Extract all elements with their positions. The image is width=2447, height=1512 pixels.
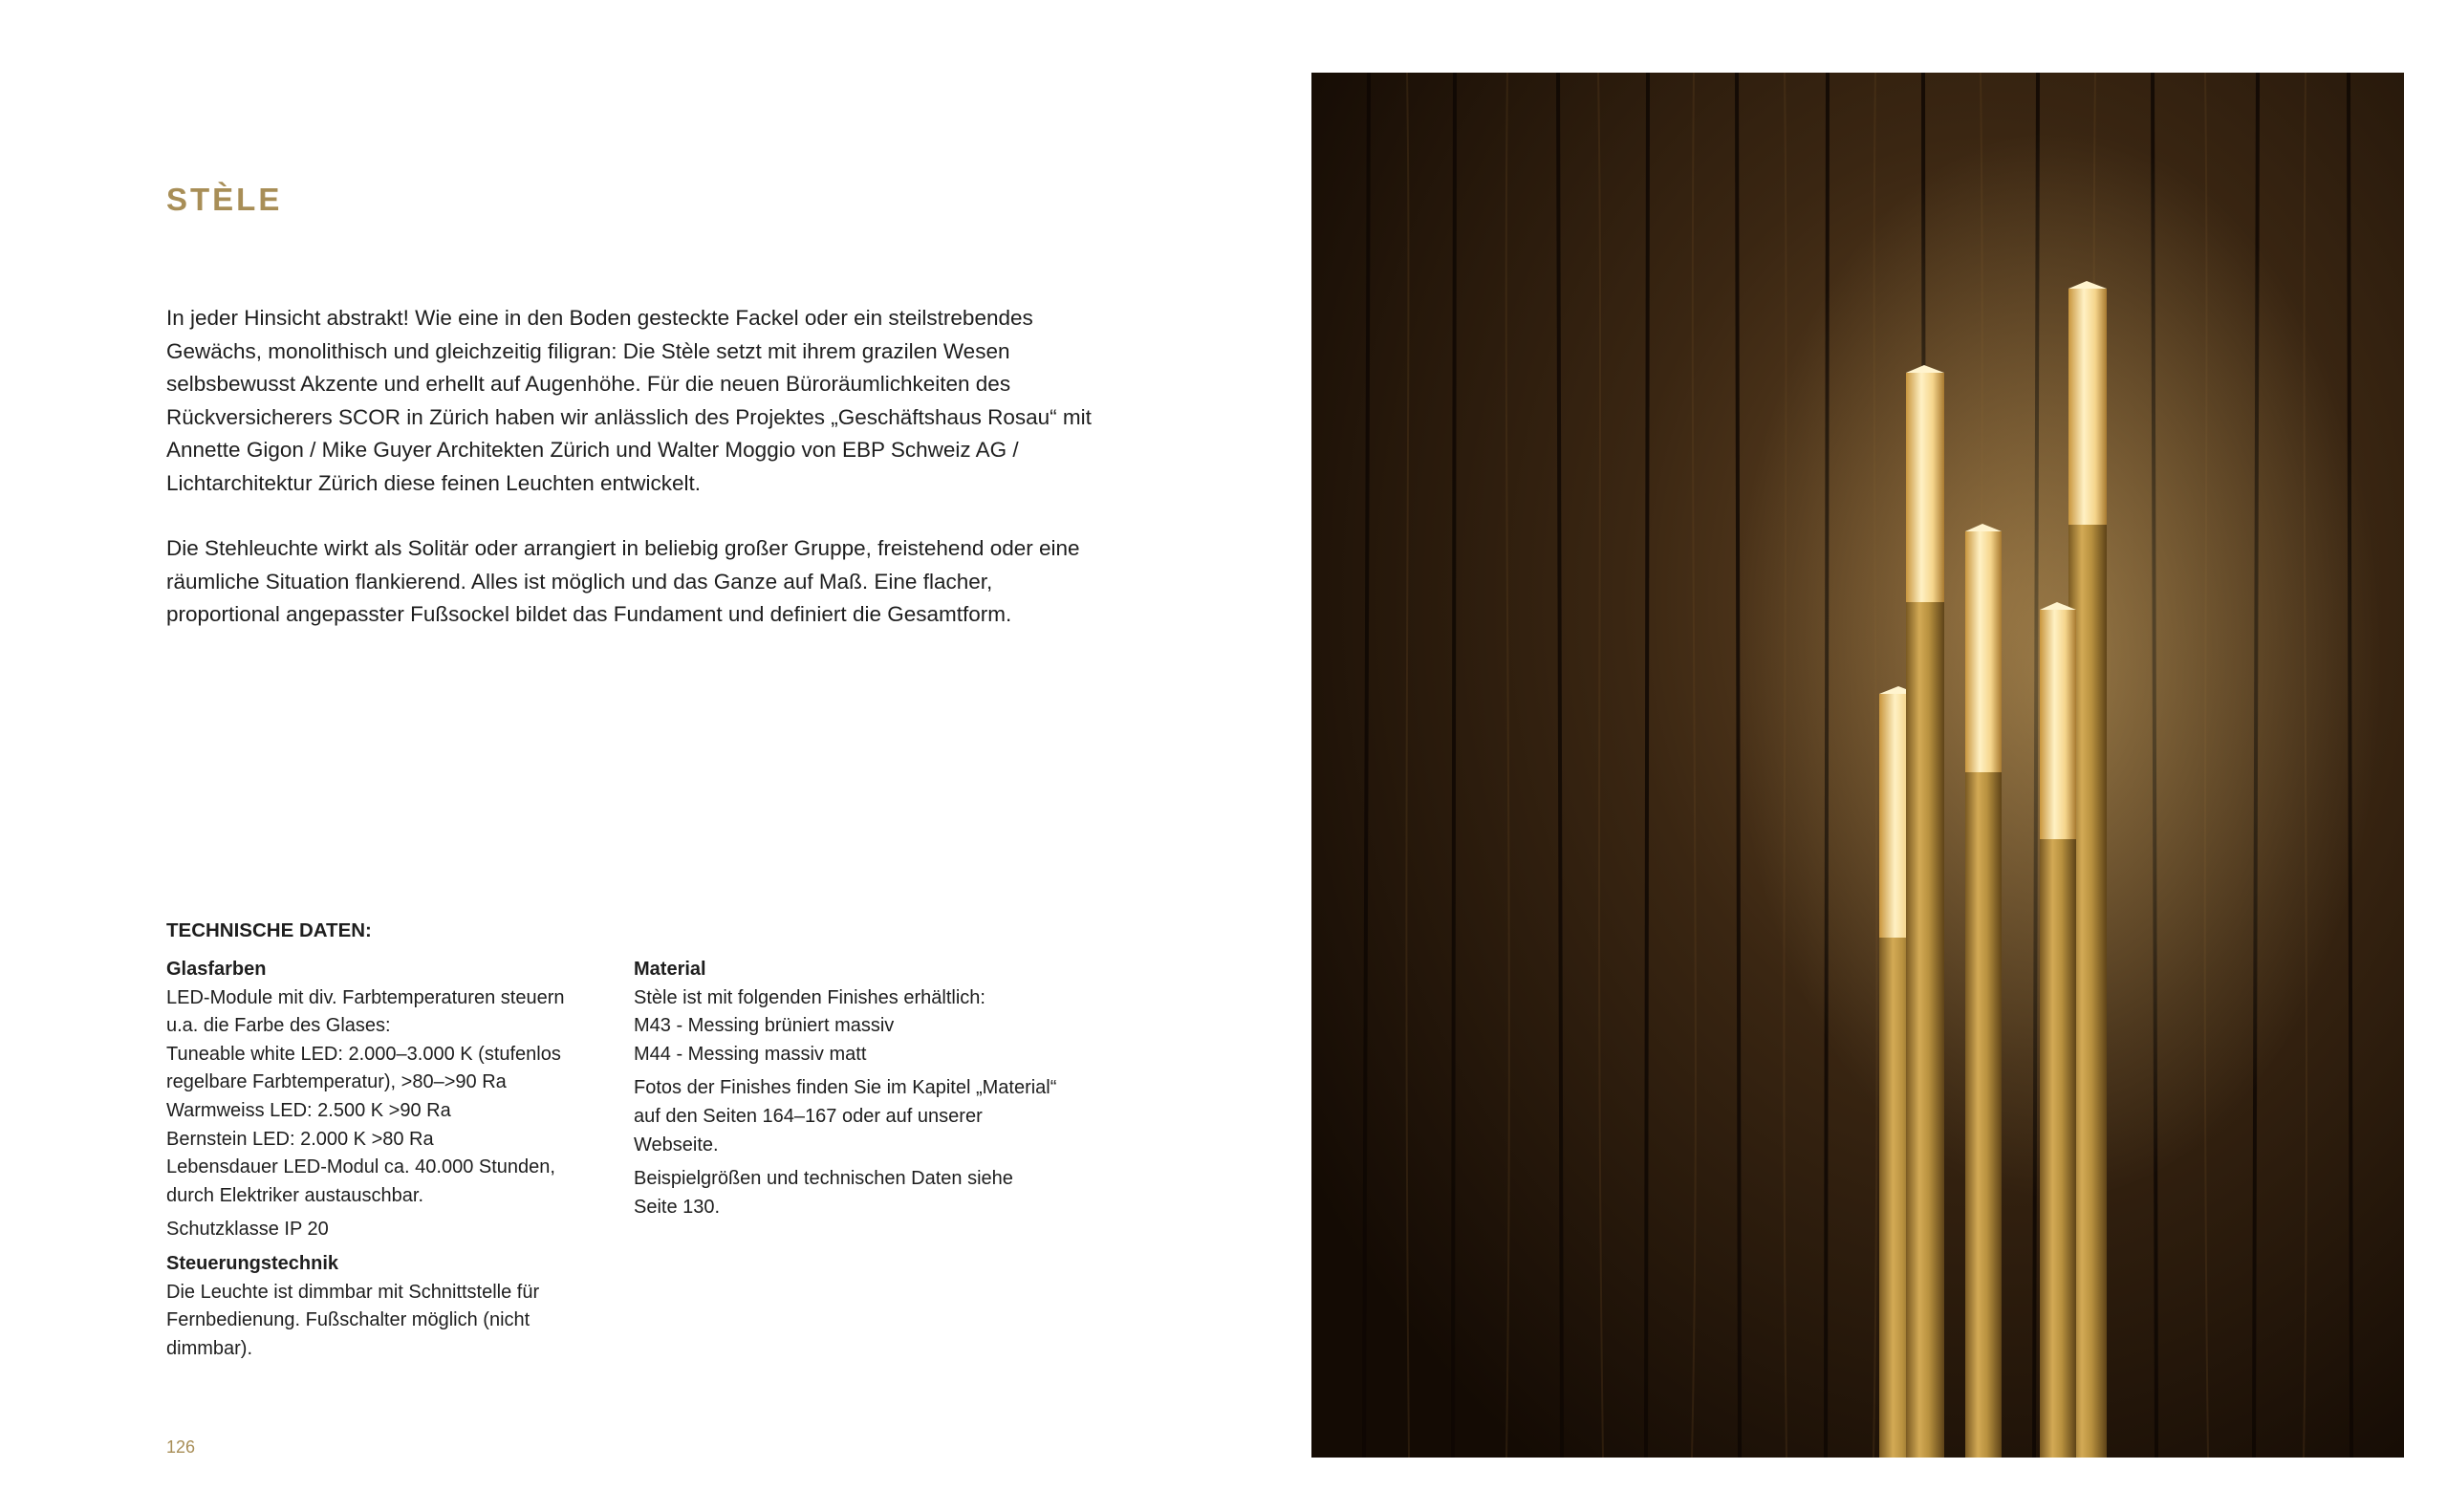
tech-column-left: [166, 956, 616, 1369]
glasfarben-line: u.a. die Farbe des Glases:: [166, 1015, 391, 1037]
steuerungstechnik-line: Fernbedienung. Fußschalter möglich (nicht: [166, 1309, 531, 1331]
material-line: M44 - Messing massiv matt: [634, 1043, 867, 1065]
intro-line: selbsbewusst Akzente und erhellt auf Augenhöhe. Für die neuen Büroräumlichkeiten des: [166, 372, 1011, 396]
intro-line: mit Annette Gigon / Mike Guyer Architekten Zürich und Walter Moggio von EBP Schweiz AG /: [166, 404, 1092, 462]
glasfarben-line: LED-Module mit div. Farbtemperaturen steuern: [166, 986, 565, 1008]
glasfarben-line: regelbare Farbtemperatur), >80–>90 Ra: [166, 1071, 507, 1093]
lamps-illustration: [1311, 73, 2404, 1458]
glasfarben-line: durch Elektriker austauschbar.: [166, 1184, 424, 1206]
schutzklasse-text: Schutzklasse IP 20: [166, 1219, 329, 1241]
intro-line: Eine flacher, proportional angepasster Fußsockel bildet das Fundament und definiert: [166, 569, 993, 626]
steuerungstechnik-title: Steuerungstechnik: [166, 1252, 339, 1274]
intro-line: In jeder Hinsicht abstrakt! Wie eine in den Boden gesteckte Fackel oder ein steilstrebendes: [166, 306, 1033, 330]
finishes-line: Fotos der Finishes finden Sie im Kapitel „Material“: [634, 1077, 1057, 1099]
steuerungstechnik-text: [166, 1279, 616, 1364]
finishes-photos-text: [634, 1074, 1093, 1159]
intro-line: Die Stehleuchte wirkt als Solitär oder arrangiert in beliebig großer Gruppe, freistehend: [166, 536, 985, 560]
intro-line: oder eine räumliche Situation flankierend. Alles ist möglich und das Ganze auf Maß.: [166, 536, 1080, 594]
page-title: STÈLE: [166, 182, 283, 217]
example-line: Seite 130.: [634, 1196, 721, 1218]
glasfarben-line: Warmweiss LED: 2.500 K >90 Ra: [166, 1099, 451, 1121]
stele-lamp: [1906, 365, 1944, 1458]
stele-lamp: [1965, 524, 2002, 1458]
page-number: 126: [166, 1437, 196, 1457]
tech-column-right: [634, 956, 1093, 1227]
glasfarben-line: Bernstein LED: 2.000 K >80 Ra: [166, 1128, 434, 1150]
material-title: Material: [634, 959, 706, 980]
intro-paragraph-2: [166, 532, 1103, 632]
glasfarben-line: Tuneable white LED: 2.000–3.000 K (stufenlos: [166, 1043, 561, 1065]
finishes-line: auf den Seiten 164–167 oder auf unserer: [634, 1105, 983, 1127]
stele-lamps-photo: [1311, 73, 2404, 1458]
material-line: Stèle ist mit folgenden Finishes erhältlich:: [634, 986, 985, 1008]
intro-line: Gewächs, monolithisch und gleichzeitig filigran: Die Stèle setzt mit ihrem grazilen Wesen: [166, 338, 1010, 363]
glasfarben-line: Lebensdauer LED-Modul ca. 40.000 Stunden,: [166, 1156, 555, 1178]
example-line: Beispielgrößen und technischen Daten siehe: [634, 1168, 1013, 1190]
material-text: [634, 984, 1093, 1069]
material-line: M43 - Messing brüniert massiv: [634, 1015, 895, 1037]
intro-line: Lichtarchitektur Zürich diese feinen Leuchten entwickelt.: [166, 470, 702, 495]
intro-line: Rückversicherers SCOR in Zürich haben wir anlässlich des Projektes „Geschäftshaus Rosau“: [166, 404, 1057, 429]
glasfarben-text: [166, 984, 616, 1211]
glasfarben-title: Glasfarben: [166, 959, 267, 980]
steuerungstechnik-line: Die Leuchte ist dimmbar mit Schnittstelle für: [166, 1281, 540, 1303]
stele-lamp: [2040, 602, 2076, 1458]
intro-line: die Gesamtform.: [852, 602, 1012, 626]
finishes-line: Webseite.: [634, 1134, 719, 1156]
tech-data-heading: TECHNISCHE DATEN:: [166, 919, 372, 941]
intro-text: [166, 302, 1103, 664]
intro-paragraph-1: [166, 302, 1103, 500]
steuerungstechnik-line: dimmbar).: [166, 1337, 253, 1359]
example-sizes-text: [634, 1165, 1093, 1221]
